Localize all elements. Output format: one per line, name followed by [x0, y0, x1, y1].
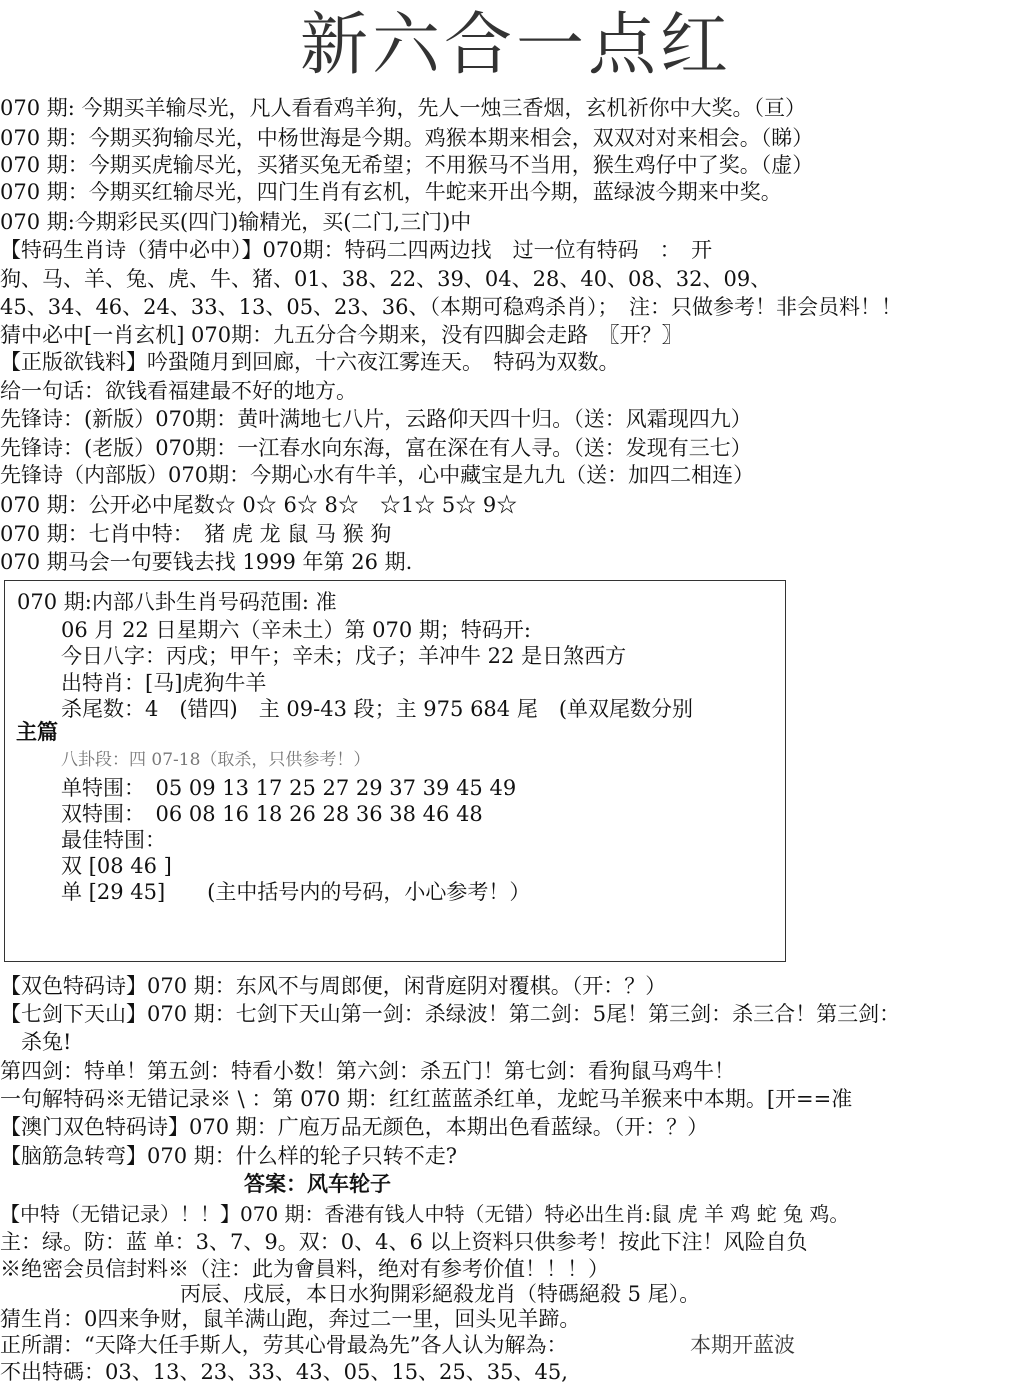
info-box [4, 580, 786, 962]
text-line: 先锋诗（内部版）070期：今期心水有牛羊，心中藏宝是九九（送：加四二相连） [0, 463, 755, 487]
text-line: 第四剑：特单！第五剑：特看小数！第六剑：杀五门！第七剑：看狗鼠马鸡牛！ [0, 1059, 735, 1083]
text-line: ※绝密会员信封料※（注：此为會員料，绝对有参考价值！！！） [0, 1257, 609, 1281]
text-line: 【双色特码诗】070 期：东风不与周郎便，闲背庭阴对覆棋。（开：？） [0, 974, 667, 998]
text-line: 070 期：今期买红输尽光，四门生肖有玄机，牛蛇来开出今期，蓝绿波今期来中奖。 [0, 180, 782, 204]
text-line: 先锋诗：(老版）070期：一江春水向东海，富在深在有人寻。（送：发现有三七） [0, 436, 752, 460]
text-line: 杀兔! [0, 1030, 72, 1054]
text-line: 【特码生肖诗（猜中必中）】070期：特码二四两边找 过一位有特码 ： 开 [0, 238, 713, 262]
text-line: 【中特（无错记录）！！】070 期：香港有钱人中特（无错）特必出生肖:鼠 虎 羊 鸡 蛇 兔 鸡。 [0, 1202, 850, 1226]
highlight-text: 本期开蓝波 [690, 1333, 795, 1357]
box-line: 单 [29 45] (主中括号内的号码，小心参考！） [61, 880, 531, 904]
box-line: 最佳特围： [61, 828, 166, 852]
box-line: 双特围： 06 08 16 18 26 28 36 38 46 48 [61, 802, 483, 826]
text-line: 主：绿。防：蓝 单：3、7、9。双：0、4、6 以上资料只供参考！按此下注！风险自负 [0, 1230, 808, 1254]
text-line: 猜生肖：0四来争财，鼠羊满山跑，奔过二一里，回头见羊蹄。 [0, 1307, 581, 1331]
text-line: 先锋诗：(新版）070期：黄叶满地七八片，云路仰天四十归。（送：风霜现四九） [0, 407, 752, 431]
text-line: 070 期马会一句要钱去找 1999 年第 26 期. [0, 550, 413, 574]
answer-line: 答案：风车轮子 [244, 1171, 391, 1196]
text-line: 070 期：今期买虎输尽光，买猪买兔无希望；不用猴马不当用，猴生鸡仔中了奖。（虚） [0, 153, 814, 177]
text-line: 070 期：七肖中特： 猪 虎 龙 鼠 马 猴 狗 [0, 522, 392, 546]
box-line: 出特肖：[马]虎狗牛羊 [61, 671, 267, 695]
box-line: 双 [08 46 ] [61, 854, 172, 878]
page-title: 新六合一点红 [299, 6, 732, 85]
box-line: 八卦段：四 07-18（取杀，只供参考！） [61, 750, 371, 770]
text-line: 狗、马、羊、兔、虎、牛、猪、01、38、22、39、04、28、40、08、32、09、 [0, 267, 772, 291]
text-line: 正所謂：“天降大任手斯人，劳其心骨最為先”各人认为解為： [0, 1333, 568, 1357]
text-line: 【澳门双色特码诗】070 期：广庖万品无颜色，本期出色看蓝绿。（开：？） [0, 1115, 709, 1139]
text-line: 给一句话：欲钱看福建最不好的地方。 [0, 379, 357, 403]
text-line: 070 期:今期彩民买(四门)输精光，买(二门,三门)中 [0, 210, 472, 234]
text-line: 【七剑下天山】070 期：七剑下天山第一剑：杀绿波！第二剑：5尾！第三剑：杀三合！第三剑： [0, 1002, 901, 1026]
text-line: 猜中必中[一肖玄机] 070期：九五分合今期来，没有四脚会走路 〖开？〗 [0, 323, 683, 347]
text-line: 一句解特码※无错记录※ \ ：第 070 期：红红蓝蓝杀红单，龙蛇马羊猴来中本期。[开==准 [0, 1087, 853, 1111]
text-line: 【脑筋急转弯】070 期：什么样的轮子只转不走? [0, 1144, 458, 1168]
overlap-mark: 主篇 [16, 719, 58, 744]
text-line: 【正版欲钱料】吟蛩随月到回廊，十六夜江雾连天。 特码为双数。 [0, 350, 620, 374]
box-line: 杀尾数：4 (错四) 主 09-43 段；主 975 684 尾 (单双尾数分别 [61, 697, 694, 721]
text-line: 丙辰、戌辰，本日水狗開彩絕殺龙肖（特碼絕殺 5 尾）。 [180, 1282, 701, 1306]
box-line: 单特围： 05 09 13 17 25 27 29 37 39 45 49 [61, 776, 517, 800]
box-line: 070 期:内部八卦生肖号码范围: 准 [17, 590, 337, 614]
box-line: 06 月 22 日星期六（辛未土）第 070 期；特码开: [61, 618, 531, 642]
text-line: 不出特碼：03、13、23、33、43、05、15、25、35、45, [0, 1360, 568, 1384]
text-line: 070 期：公开必中尾数☆ 0☆ 6☆ 8☆ ☆1☆ 5☆ 9☆ [0, 493, 518, 517]
text-line: 070 期：今期买狗输尽光，中杨世海是今期。鸡猴本期来相会，双双对对来相会。（睇） [0, 126, 814, 150]
box-line: 今日八字：丙戌；甲午；辛未；戊子；羊冲牛 22 是日煞西方 [61, 644, 627, 668]
text-line: 070 期: 今期买羊输尽光，凡人看看鸡羊狗，先人一烛三香烟，玄机祈你中大奖。（亘） [0, 96, 807, 120]
text-line: 45、34、46、24、33、13、05、23、36、（本期可稳鸡杀肖）； 注：只做参考！非会员料！！ [0, 295, 902, 319]
